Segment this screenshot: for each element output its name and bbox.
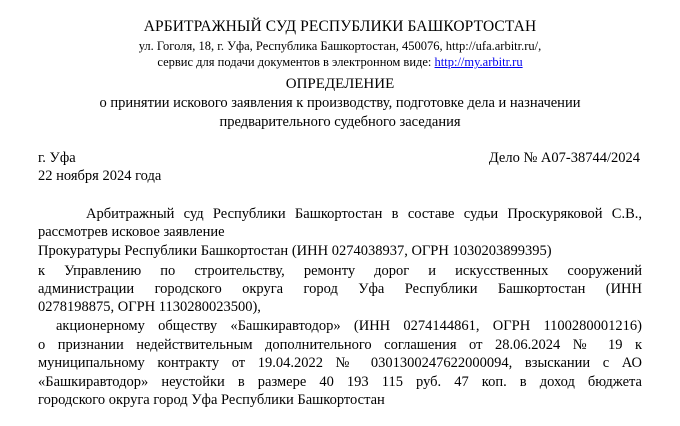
document-date: 22 ноября 2024 года — [38, 168, 162, 184]
service-link[interactable]: http://my.arbitr.ru — [434, 55, 523, 69]
body-line: муниципальному контракту от 19.04.2022 № 0301300247622000094, взыскании с АО — [38, 355, 642, 371]
body-line: городского округа город Уфа Республики Башкортостан — [38, 392, 385, 408]
body-line: о признании недействительным дополнительного соглашения от 28.06.2024 № 19 к — [38, 337, 642, 353]
service-line — [0, 55, 680, 70]
court-name: АРБИТРАЖНЫЙ СУД РЕСПУБЛИКИ БАШКОРТОСТАН — [143, 18, 537, 35]
body-line: Арбитражный суд Республики Башкортостан в составе судьи Проскуряковой С.В., — [86, 206, 642, 222]
body-line: акционерному обществу «Башкиравтодор» (ИНН 0274144861, ОГРН 1100280001216) — [56, 318, 642, 334]
body-line: к Управлению по строительству, ремонту дорог и искусственных сооружений — [38, 263, 642, 279]
body-line: администрации городского округа город Уфа Республики Башкортостан (ИНН — [38, 281, 642, 297]
document-title: ОПРЕДЕЛЕНИЕ — [285, 76, 395, 92]
document-subtitle-line-2: предварительного судебного заседания — [219, 114, 461, 130]
court-address: ул. Гоголя, 18, г. Уфа, Республика Башкортостан, 450076, http://ufa.arbitr.ru/, — [138, 39, 542, 53]
body-line: рассмотрев исковое заявление — [38, 224, 225, 240]
body-line: «Башкиравтодор» неустойки в размере 40 193 115 руб. 47 коп. в доход бюджета — [38, 374, 642, 390]
service-line-prefix: сервис для подачи документов в электронном виде: — [157, 55, 435, 69]
document-subtitle-line-1: о принятии искового заявления к производству, подготовке дела и назначении — [99, 95, 581, 111]
case-number: Дело № А07-38744/2024 — [488, 150, 640, 166]
body-line: 0278198875, ОГРН 1130280023500), — [38, 299, 261, 315]
place: г. Уфа — [38, 150, 76, 166]
body-line: Прокуратуры Республики Башкортостан (ИНН 0274038937, ОГРН 1030203899395) — [38, 243, 552, 259]
